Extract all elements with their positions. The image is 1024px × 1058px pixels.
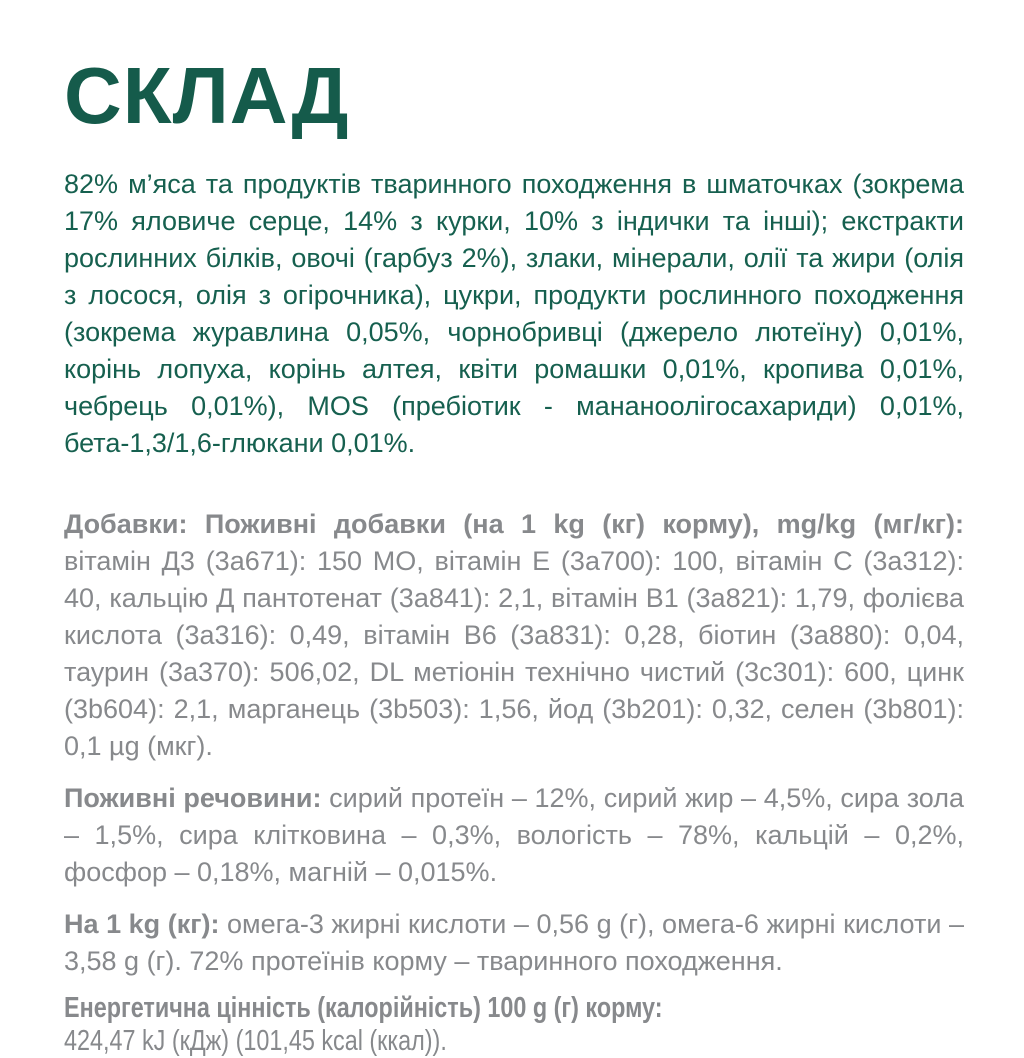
page-title: СКЛАД	[64, 51, 350, 140]
additives-paragraph	[64, 506, 964, 765]
per-kg-label: На 1 kg (кг):	[64, 909, 220, 939]
additives-text: вітамін Д3 (3a671): 150 МО, вітамін Е (3a700): 100, вітамін С (3a312): 40, кальцію Д пантотенат (3a841): 2,1, вітамін В1 (3a821): 1,79, фолієва кислота (3a316): 0,49, вітамін В6 (3a831): 0,28, біотин (3a880): 0,04, таурин (3a370): 506,02, DL метіонін технічно чистий (3c301): 600, цинк (3b604): 2,1, марганець (3b503): 1,56, йод (3b201): 0,32, селен (3b801): 0,1 µg (мкг).	[64, 546, 964, 761]
energy-section	[64, 992, 964, 1058]
per-kg-paragraph	[64, 906, 964, 980]
nutrients-paragraph	[64, 780, 964, 891]
composition-paragraph: 82% м’яса та продуктів тваринного походження в шматочках (зокрема 17% яловиче серце, 14% з курки, 10% з індички та інші); екстракти рослинних білків, овочі (гарбуз 2%), злаки, мінерали, олії та жири (олія з лосося, олія з огірочника), цукри, продукти рослинного походження (зокрема журавлина 0,05%, чорнобривці (джерело лютеїну) 0,01%, корінь лопуха, корінь алтея, квіти ромашки 0,01%, кропива 0,01%, чебрець 0,01%), MOS (пребіотик - мананоолігосахариди) 0,01%, бета-1,3/1,6-глюкани 0,01%.	[64, 169, 964, 458]
nutrients-text: сирий протеїн – 12%, сирий жир – 4,5%, сира зола – 1,5%, сира клітковина – 0,3%, вологість – 78%, кальцій – 0,2%, фосфор – 0,18%, магній – 0,015%.	[64, 783, 964, 887]
additives-label: Добавки: Поживні добавки (на 1 kg (кг) корму), mg/kg (мг/кг):	[64, 509, 964, 539]
per-kg-text: омега-3 жирні кислоти – 0,56 g (г), омега-6 жирні кислоти – 3,58 g (г). 72% протеїнів корму – тваринного походження.	[64, 909, 964, 976]
nutrients-label: Поживні речовини:	[64, 783, 322, 813]
energy-value: 424,47 kJ (кДж) (101,45 kcal (ккал)).	[64, 1025, 447, 1057]
energy-label: Енергетична цінність (калорійність) 100 g (г) корму:	[64, 992, 663, 1024]
